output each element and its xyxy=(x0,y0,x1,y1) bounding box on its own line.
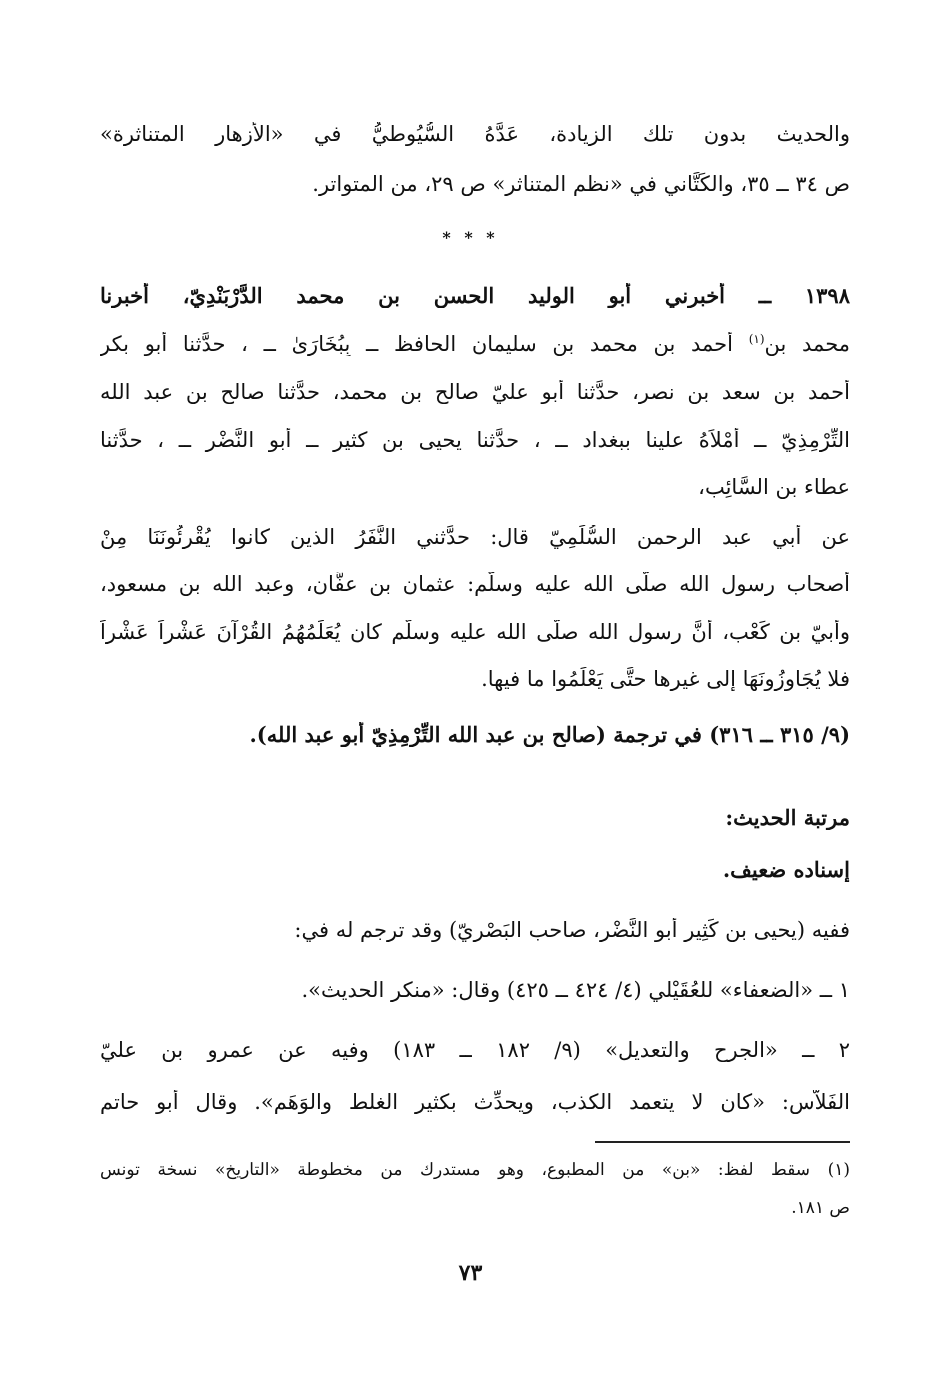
footnote-divider xyxy=(595,1141,850,1143)
footnote-marker: (١) xyxy=(748,332,765,346)
footnote-line: ص ١٨١. xyxy=(791,1198,850,1218)
source-reference: (٩/ ٣١٥ ــ ٣١٦) في ترجمة (صالح بن عبد الله التِّرْمِذِيّ أبو عبد الله). xyxy=(249,722,850,747)
grading-intro: ففيه (يحيى بن كَثِير أبو النَّضْر، صاحب البَصْرِيّ) وقد ترجم له في: xyxy=(294,918,850,942)
grading-item: ٢ ــ «الجرح والتعديل» (٩/ ١٨٢ ــ ١٨٣) وفيه عن عمرو بن عليّ xyxy=(100,1038,850,1062)
top-paragraph-line: ص ٣٤ ــ ٣٥، والكَتَّاني في «نظم المتناثر» ص ٢٩، من المتواتر. xyxy=(312,172,850,196)
hadith-isnad-line: عطاء بن السَّائِب، xyxy=(698,475,850,499)
grading-item: ١ ــ «الضعفاء» للعُقَيْلي (٤/ ٤٢٤ ــ ٤٢٥) وقال: «منكر الحديث». xyxy=(301,978,850,1002)
top-paragraph-line: والحديث بدون تلك الزيادة، عَدَّهُ السُّيُوطيُّ في «الأزهار المتناثرة» xyxy=(100,122,850,146)
hadith-matn-line: أصحاب رسول الله صلَّى الله عليه وسلَّم: عثمان بن عفَّان، وعبد الله بن مسعود، xyxy=(100,572,850,596)
grading-verdict: إسناده ضعيف. xyxy=(722,857,850,882)
hadith-isnad-line: ١٣٩٨ ــ أخبرني أبو الوليد الحسن بن محمد الدَّرْبَنْدِيّ، أخبرنا xyxy=(100,283,850,308)
hadith-matn-line: فلا يُجَاوِزُونَهَا إلى غيرها حتَّى يَعْلَمُوا ما فيها. xyxy=(481,667,850,691)
isnad-text: أحمد بن محمد بن سليمان الحافظ ــ بِبُخَارَىٰ ــ ، حدَّثنا أبو بكر xyxy=(100,332,749,356)
hadith-isnad-line: التِّرْمِذِيّ ــ أَمْلاَهُ علينا ببغداد ــ ، حدَّثنا يحيى بن كثير ــ أبو النَّضْر ــ ، حدَّثنا xyxy=(100,428,850,452)
page-number: ٧٣ xyxy=(458,1260,483,1286)
hadith-matn-line: عن أبي عبد الرحمن السُّلَمِيّ قال: حدَّثني النَّفَرُ الذين كانوا يُقْرِئُونَنَا مِنْ xyxy=(100,525,850,549)
hadith-isnad-line xyxy=(100,332,850,356)
isnad-text: محمد بن xyxy=(764,332,850,356)
hadith-matn-line: وأبيّ بن كَعْب، أنَّ رسول الله صلَّى الله عليه وسلَّم كان يُعَلِّمُهُمُ القُرْآنَ عَشْراً عَشْراً xyxy=(100,620,850,644)
hadith-isnad-line: أحمد بن سعد بن نصر، حدَّثنا أبو عليّ صالح بن محمد، حدَّثنا صالح بن عبد الله xyxy=(100,380,850,404)
grading-item: الفَلاَّس: «كان لا يتعمد الكذب، ويحدِّث بكثير الغلط والوَهَم». وقال أبو حاتم xyxy=(100,1090,850,1114)
section-separator: * * * xyxy=(442,228,499,247)
grading-heading: مرتبة الحديث: xyxy=(725,805,850,830)
footnote-line: (١) سقط لفظ: «بن» من المطبوع، وهو مستدرك من مخطوطة «التاريخ» نسخة تونس xyxy=(100,1160,850,1180)
